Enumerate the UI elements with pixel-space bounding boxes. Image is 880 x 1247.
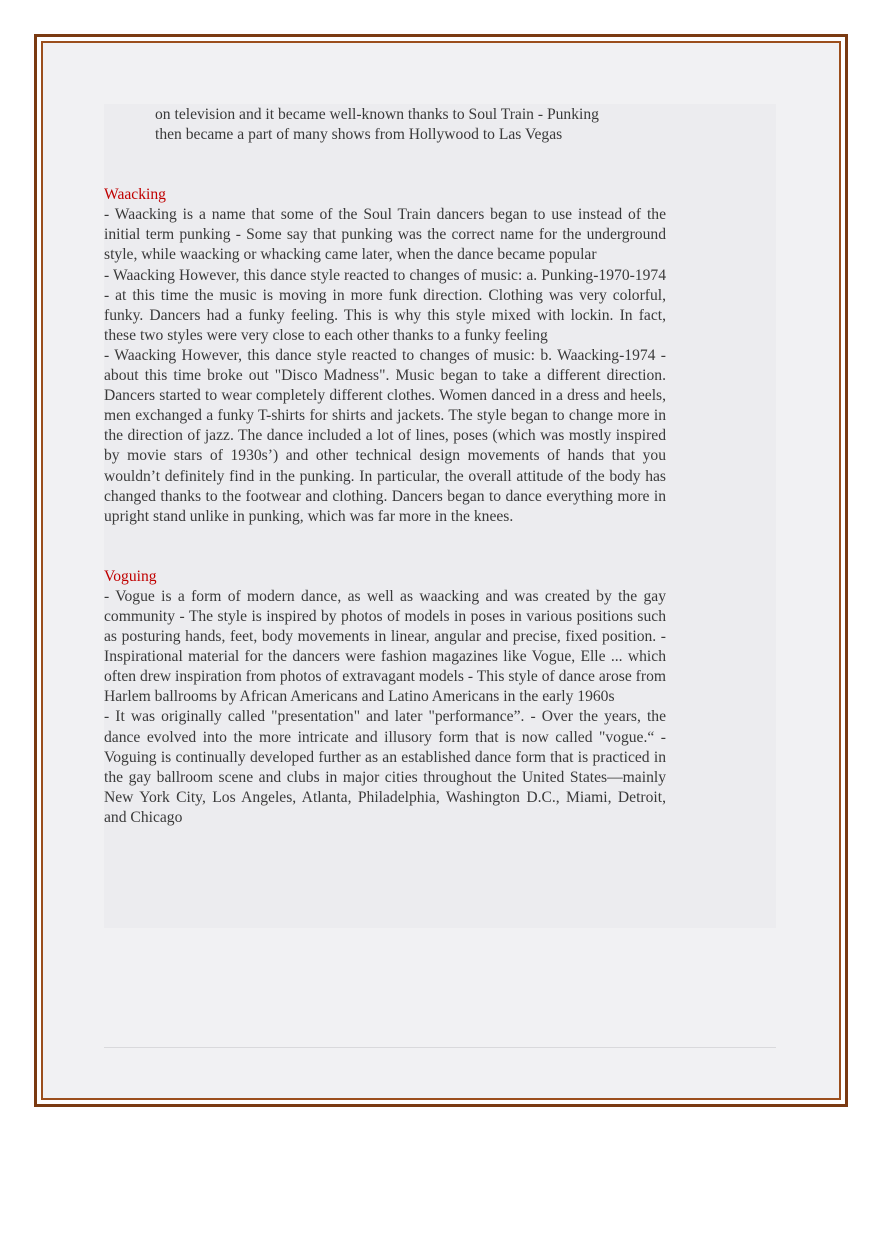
section-heading-voguing: Voguing <box>104 567 157 585</box>
footer-divider <box>104 1047 776 1048</box>
intro-line: then became a part of many shows from Hollywood to Las Vegas <box>155 126 563 144</box>
paragraph: - Waacking However, this dance style reacted to changes of music: a. Punking-1970-1974 - at this time the music is moving in more funk direction. Clothing was very colorful, funky. Dancers had a funky feeling. This is why this style mixed with lockin. In fact, these two styles were very close to each other thanks to a funky feeling <box>104 266 666 344</box>
intro-continuation <box>104 105 665 145</box>
document-body <box>104 105 666 828</box>
paragraph: - Waacking However, this dance style reacted to changes of music: b. Waacking-1974 - about this time broke out "Disco Madness". Music began to take a different direction. Dancers started to wear completely different clothes. Women danced in a dress and heels, men exchanged a funky T-shirts for shirts and jackets. The style began to change more in the direction of jazz. The dance included a lot of lines, poses (which was mostly inspired by movie stars of 1930s’) and other technical design movements of hands that you wouldn’t definitely find in the punking. In particular, the overall attitude of the body has changed thanks to the footwear and clothing. Dancers began to dance everything more in upright stand unlike in punking, which was far more in the knees. <box>104 346 666 525</box>
paragraph: - Vogue is a form of modern dance, as well as waacking and was created by the gay community - The style is inspired by photos of models in poses in various positions such as posturing hands, feet, body movements in linear, angular and precise, fixed position. - Inspirational material for the dancers were fashion magazines like Vogue, Elle ... which often drew inspiration from photos of extravagant models - This style of dance arose from Harlem ballrooms by African Americans and Latino Americans in the early 1960s <box>104 587 666 706</box>
paragraph: - Waacking is a name that some of the Soul Train dancers began to use instead of the initial term punking - Some say that punking was the correct name for the underground style, while waacking or whacking came later, when the dance became popular <box>104 206 666 264</box>
section-voguing <box>104 567 666 828</box>
section-waacking <box>104 185 666 527</box>
intro-line: on television and it became well-known thanks to Soul Train - Punking <box>155 106 599 123</box>
paragraph: - It was originally called "presentation" and later "performance”. - Over the years, the dance evolved into the more intricate and illusory form that is now called "vogue.“ - Voguing is continually developed further as an established dance form that is practiced in the gay ballroom scene and clubs in major cities throughout the United States—mainly New York City, Los Angeles, Atlanta, Philadelphia, Washington D.C., Miami, Detroit, and Chicago <box>104 708 666 826</box>
section-heading-waacking: Waacking <box>104 186 166 204</box>
